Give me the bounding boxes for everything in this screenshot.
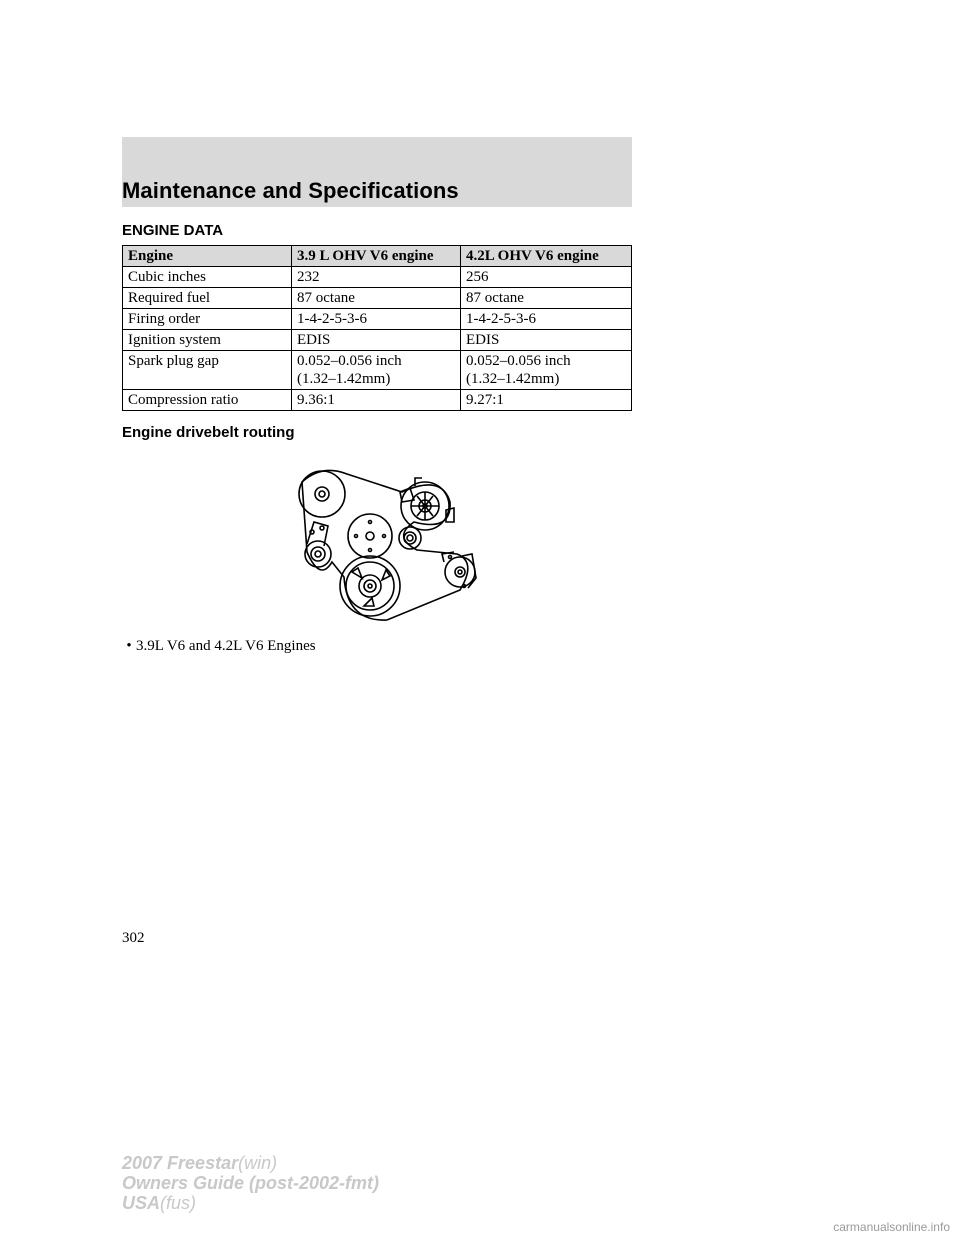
table-cell: 256 [461, 267, 632, 288]
page-number: 302 [122, 930, 145, 946]
table-cell: Cubic inches [123, 267, 292, 288]
table-cell: EDIS [461, 330, 632, 351]
pulley-top-left [299, 471, 345, 517]
table-cell: Spark plug gap [123, 351, 292, 390]
belt-routing-heading: Engine drivebelt routing [122, 424, 295, 441]
drivebelt-diagram [292, 462, 492, 622]
table-cell: Firing order [123, 309, 292, 330]
table-header-row [123, 246, 632, 267]
watermark[interactable]: carmanualsonline.info [833, 1220, 950, 1234]
table-cell: 232 [292, 267, 461, 288]
footer-model-code: (win) [238, 1153, 278, 1173]
spark-gap-inch: 0.052–0.056 inch [466, 353, 571, 369]
footer-guide: Owners Guide (post-2002-fmt) [122, 1173, 380, 1193]
engine-data-table [122, 245, 632, 411]
table-cell: 9.27:1 [461, 390, 632, 411]
crankshaft-pulley [340, 556, 400, 616]
power-steering-pump [445, 557, 475, 587]
spark-gap-mm: (1.32–1.42mm) [297, 371, 391, 387]
bullet-text: 3.9L V6 and 4.2L V6 Engines [136, 638, 316, 654]
bullet-glyph: • [126, 638, 132, 654]
table-cell: 1-4-2-5-3-6 [461, 309, 632, 330]
table-cell: 87 octane [292, 288, 461, 309]
table-header-cell: Engine [123, 246, 292, 267]
table-cell [461, 351, 632, 390]
bullet-item [122, 638, 316, 655]
table-row [123, 309, 632, 330]
table-cell: 9.36:1 [292, 390, 461, 411]
table-row [123, 390, 632, 411]
tensioner-left [305, 541, 331, 567]
footer-model: 2007 Freestar [122, 1153, 239, 1173]
table-cell: 87 octane [461, 288, 632, 309]
footer-region: USA [122, 1193, 161, 1213]
table-cell [292, 351, 461, 390]
footer [122, 1153, 379, 1213]
page-title: Maintenance and Specifications [122, 178, 459, 203]
footer-region-code: (fus) [160, 1193, 197, 1213]
section-heading: ENGINE DATA [122, 222, 224, 239]
table-header-cell: 4.2L OHV V6 engine [461, 246, 632, 267]
table-header-cell: 3.9 L OHV V6 engine [292, 246, 461, 267]
spark-gap-mm: (1.32–1.42mm) [466, 371, 560, 387]
table-row [123, 267, 632, 288]
table-cell: Compression ratio [123, 390, 292, 411]
table-cell: Ignition system [123, 330, 292, 351]
spark-gap-inch: 0.052–0.056 inch [297, 353, 402, 369]
table-row [123, 288, 632, 309]
table-cell: EDIS [292, 330, 461, 351]
table-cell: Required fuel [123, 288, 292, 309]
table-row [123, 330, 632, 351]
table-cell: 1-4-2-5-3-6 [292, 309, 461, 330]
table-row [123, 351, 632, 390]
